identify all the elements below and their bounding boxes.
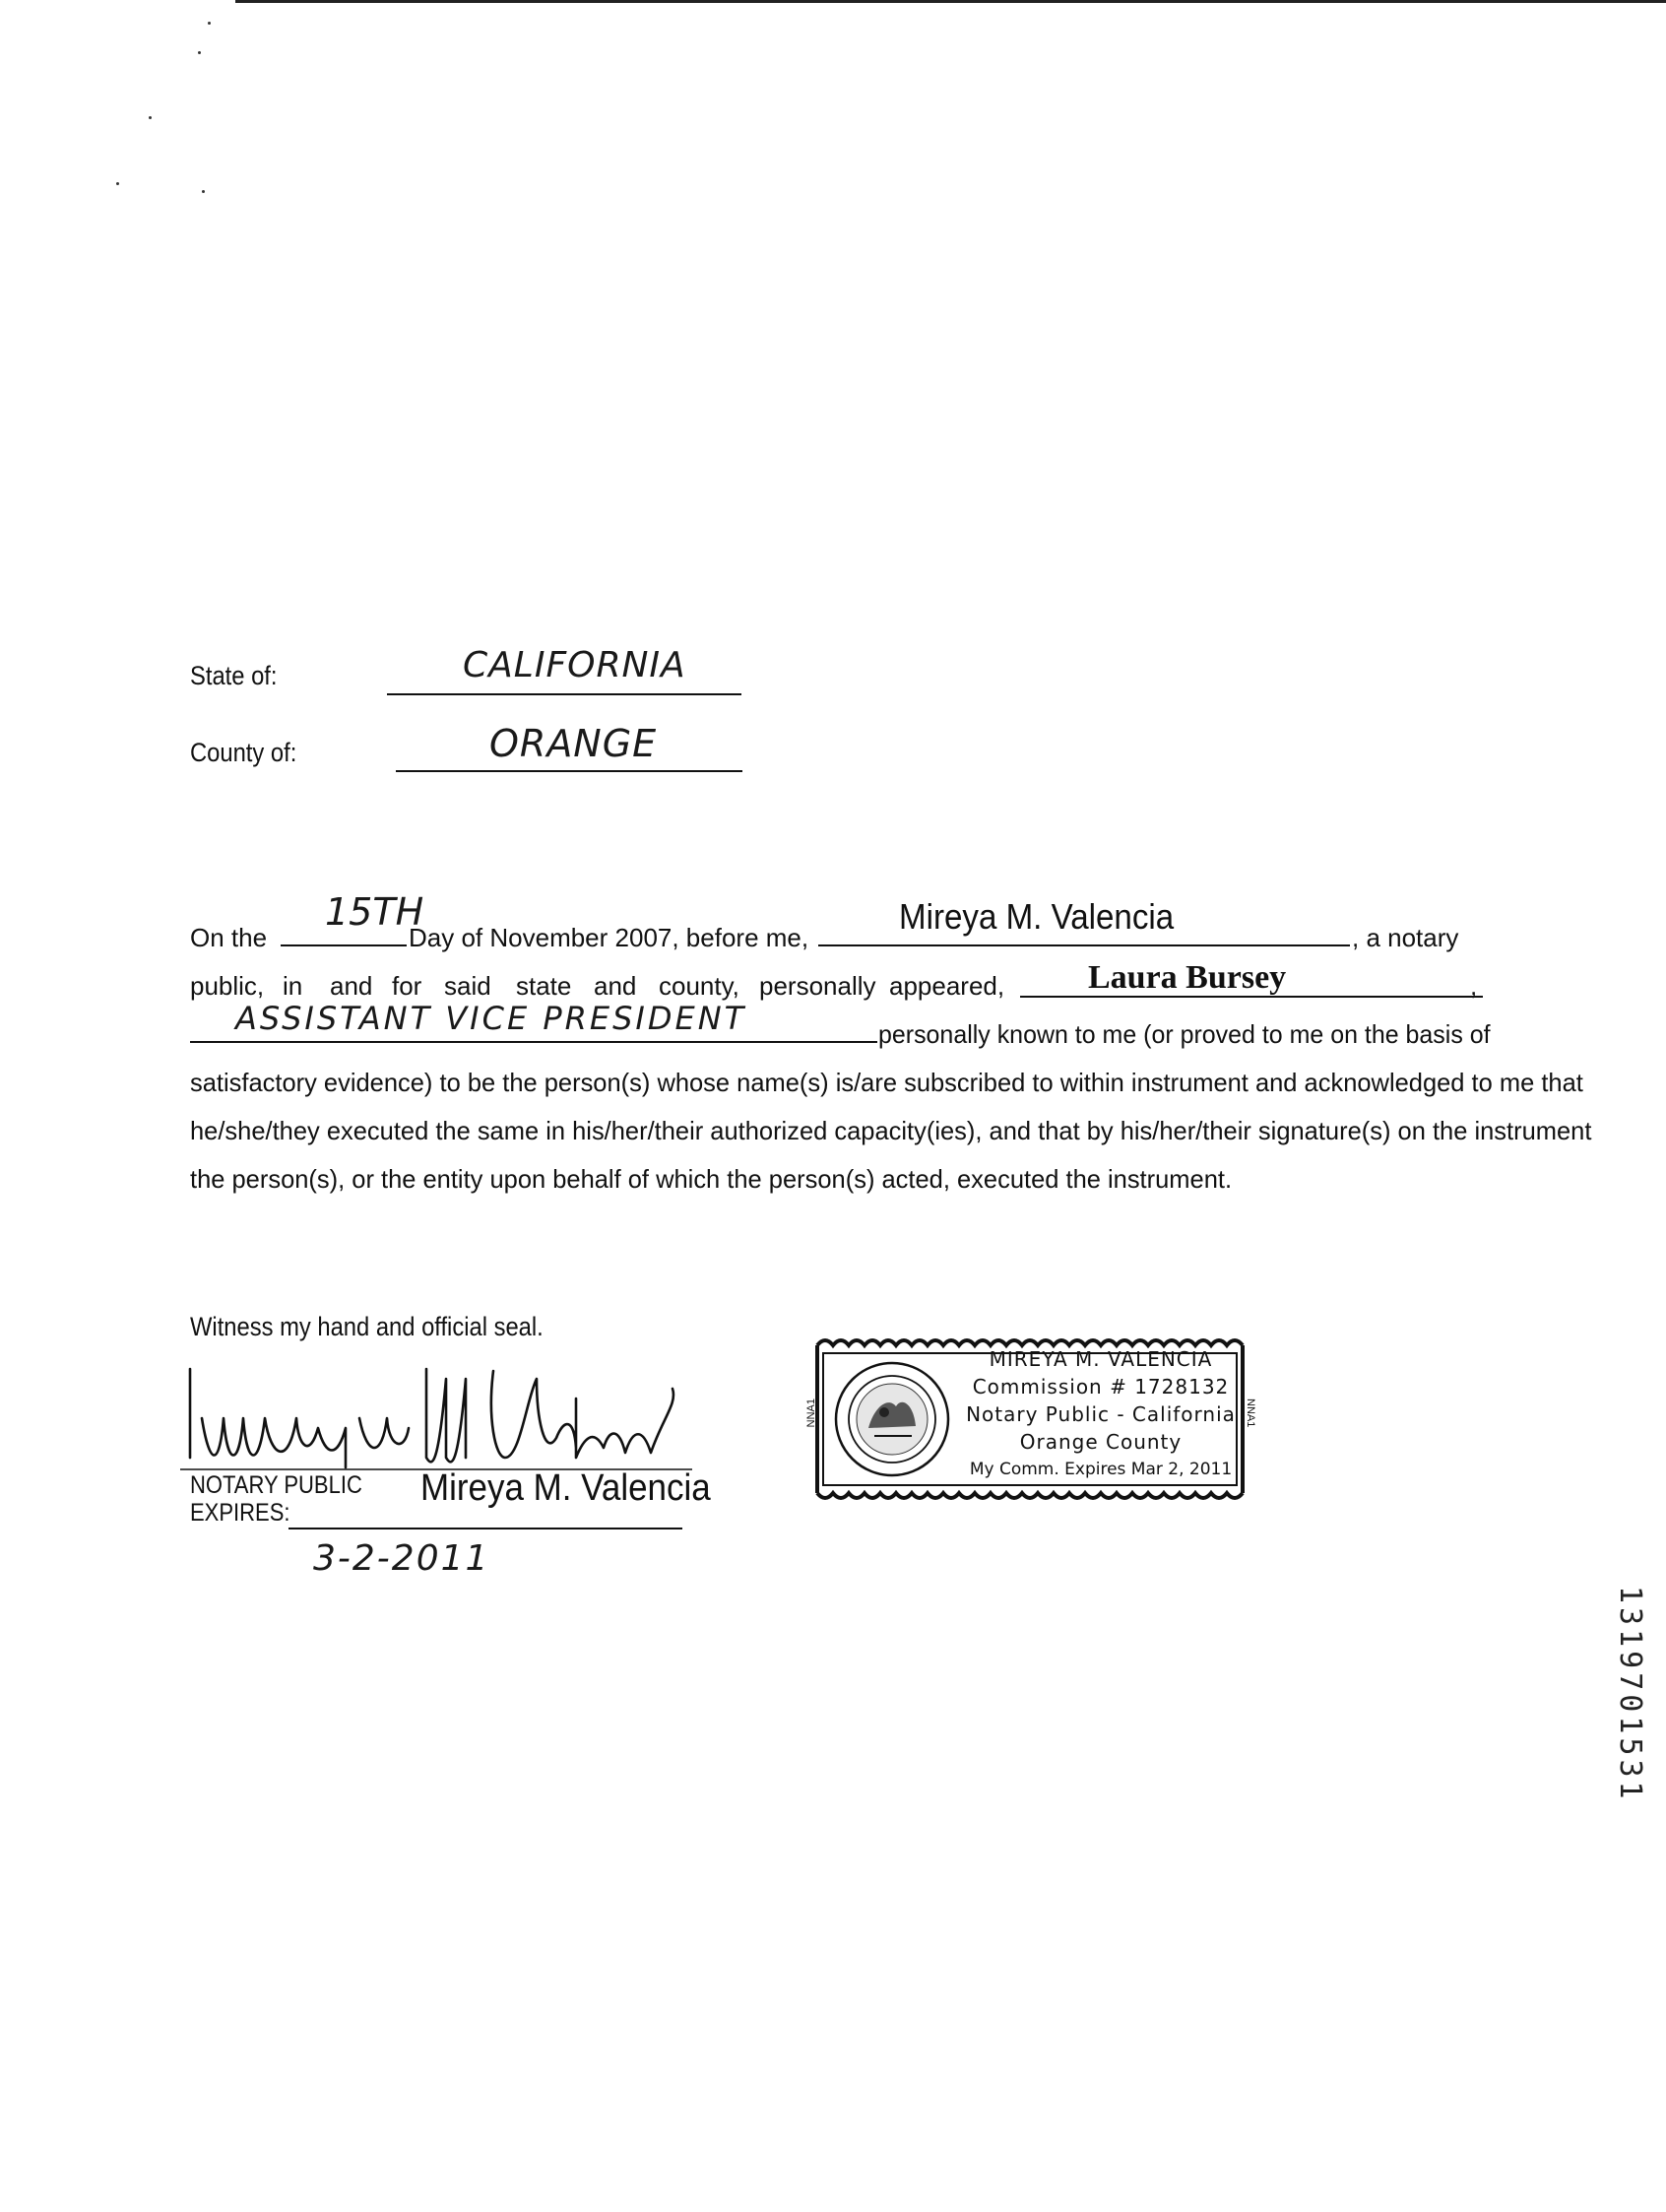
scan-speck [202, 190, 205, 193]
document-side-code: 1319701531 [1613, 1586, 1647, 1803]
seal-notary-state: Notary Public - California [966, 1402, 1236, 1426]
a-notary-text: , a notary [1352, 923, 1459, 952]
county-label: County of: [190, 738, 297, 767]
scan-speck [116, 182, 119, 185]
stamped-notary-name: Mireya M. Valencia [420, 1467, 711, 1509]
appeared-name: Laura Bursey [1088, 959, 1287, 996]
expires-underline [288, 1528, 682, 1529]
word: for [392, 971, 422, 1001]
title-underline [190, 1041, 877, 1043]
appeared-comma: , [1470, 971, 1478, 1001]
seal-side-label-right: NNA1 [1245, 1399, 1256, 1428]
scan-speck [198, 51, 201, 54]
appeared-name-underline [1020, 996, 1483, 998]
witness-text: Witness my hand and official seal. [190, 1312, 544, 1341]
day-underline [281, 944, 407, 946]
notary-public-label: NOTARY PUBLIC [190, 1471, 362, 1499]
scan-speck [149, 116, 152, 119]
seal-notary-name: MIREYA M. VALENCIA [989, 1347, 1213, 1371]
seal-expiration: My Comm. Expires Mar 2, 2011 [969, 1460, 1233, 1479]
word: personally [759, 971, 876, 1001]
on-the-text: On the [190, 923, 268, 952]
seal-text-block [953, 1345, 1249, 1483]
word: and [594, 971, 637, 1001]
word: public, [190, 971, 265, 1001]
acknowledgment-paragraph [190, 890, 1592, 1204]
seal-county: Orange County [1019, 1430, 1183, 1454]
word: county, [659, 971, 739, 1001]
day-text: Day of November 2007, before me, [409, 923, 809, 952]
notary-name-underline [818, 944, 1350, 946]
seal-commission-number: Commission # 1728132 [972, 1375, 1230, 1399]
scan-speck [208, 22, 211, 25]
title-handwritten-value: ASSISTANT VICE PRESIDENT [235, 1000, 747, 1037]
expires-handwritten-value: 3-2-2011 [313, 1538, 490, 1579]
word: and [330, 971, 373, 1001]
state-label: State of: [190, 661, 278, 690]
ack-line-3 [190, 1000, 1491, 1059]
day-handwritten-value: 15TH [325, 890, 424, 934]
word: said [444, 971, 491, 1001]
expires-label: EXPIRES: [190, 1499, 290, 1527]
scan-top-border [235, 0, 1666, 3]
before-me-notary-name: Mireya M. Valencia [899, 896, 1175, 937]
seal-side-label-left: NNA1 [805, 1399, 817, 1428]
ack-line-6: the person(s), or the entity upon behalf of which the person(s) acted, executed the instrument. [190, 1164, 1233, 1194]
county-underline [396, 770, 742, 772]
state-underline [387, 693, 741, 695]
ack-line-4: satisfactory evidence) to be the person(s) whose name(s) is/are subscribed to within instrument and acknowledged to me that [190, 1068, 1583, 1097]
notary-seal-stamp [805, 1328, 1256, 1507]
state-handwritten-value: CALIFORNIA [463, 645, 686, 685]
word: appeared, [889, 971, 1005, 1001]
line3-text: personally known to me (or proved to me on the basis of [878, 1019, 1491, 1049]
word: state [516, 971, 572, 1001]
ack-line-1 [190, 890, 1480, 962]
word: in [283, 971, 303, 1001]
county-handwritten-value: ORANGE [489, 722, 658, 765]
ack-line-5: he/she/they executed the same in his/her/their authorized capacity(ies), and that by his/her/their signature(s) on the instrument [190, 1116, 1592, 1145]
